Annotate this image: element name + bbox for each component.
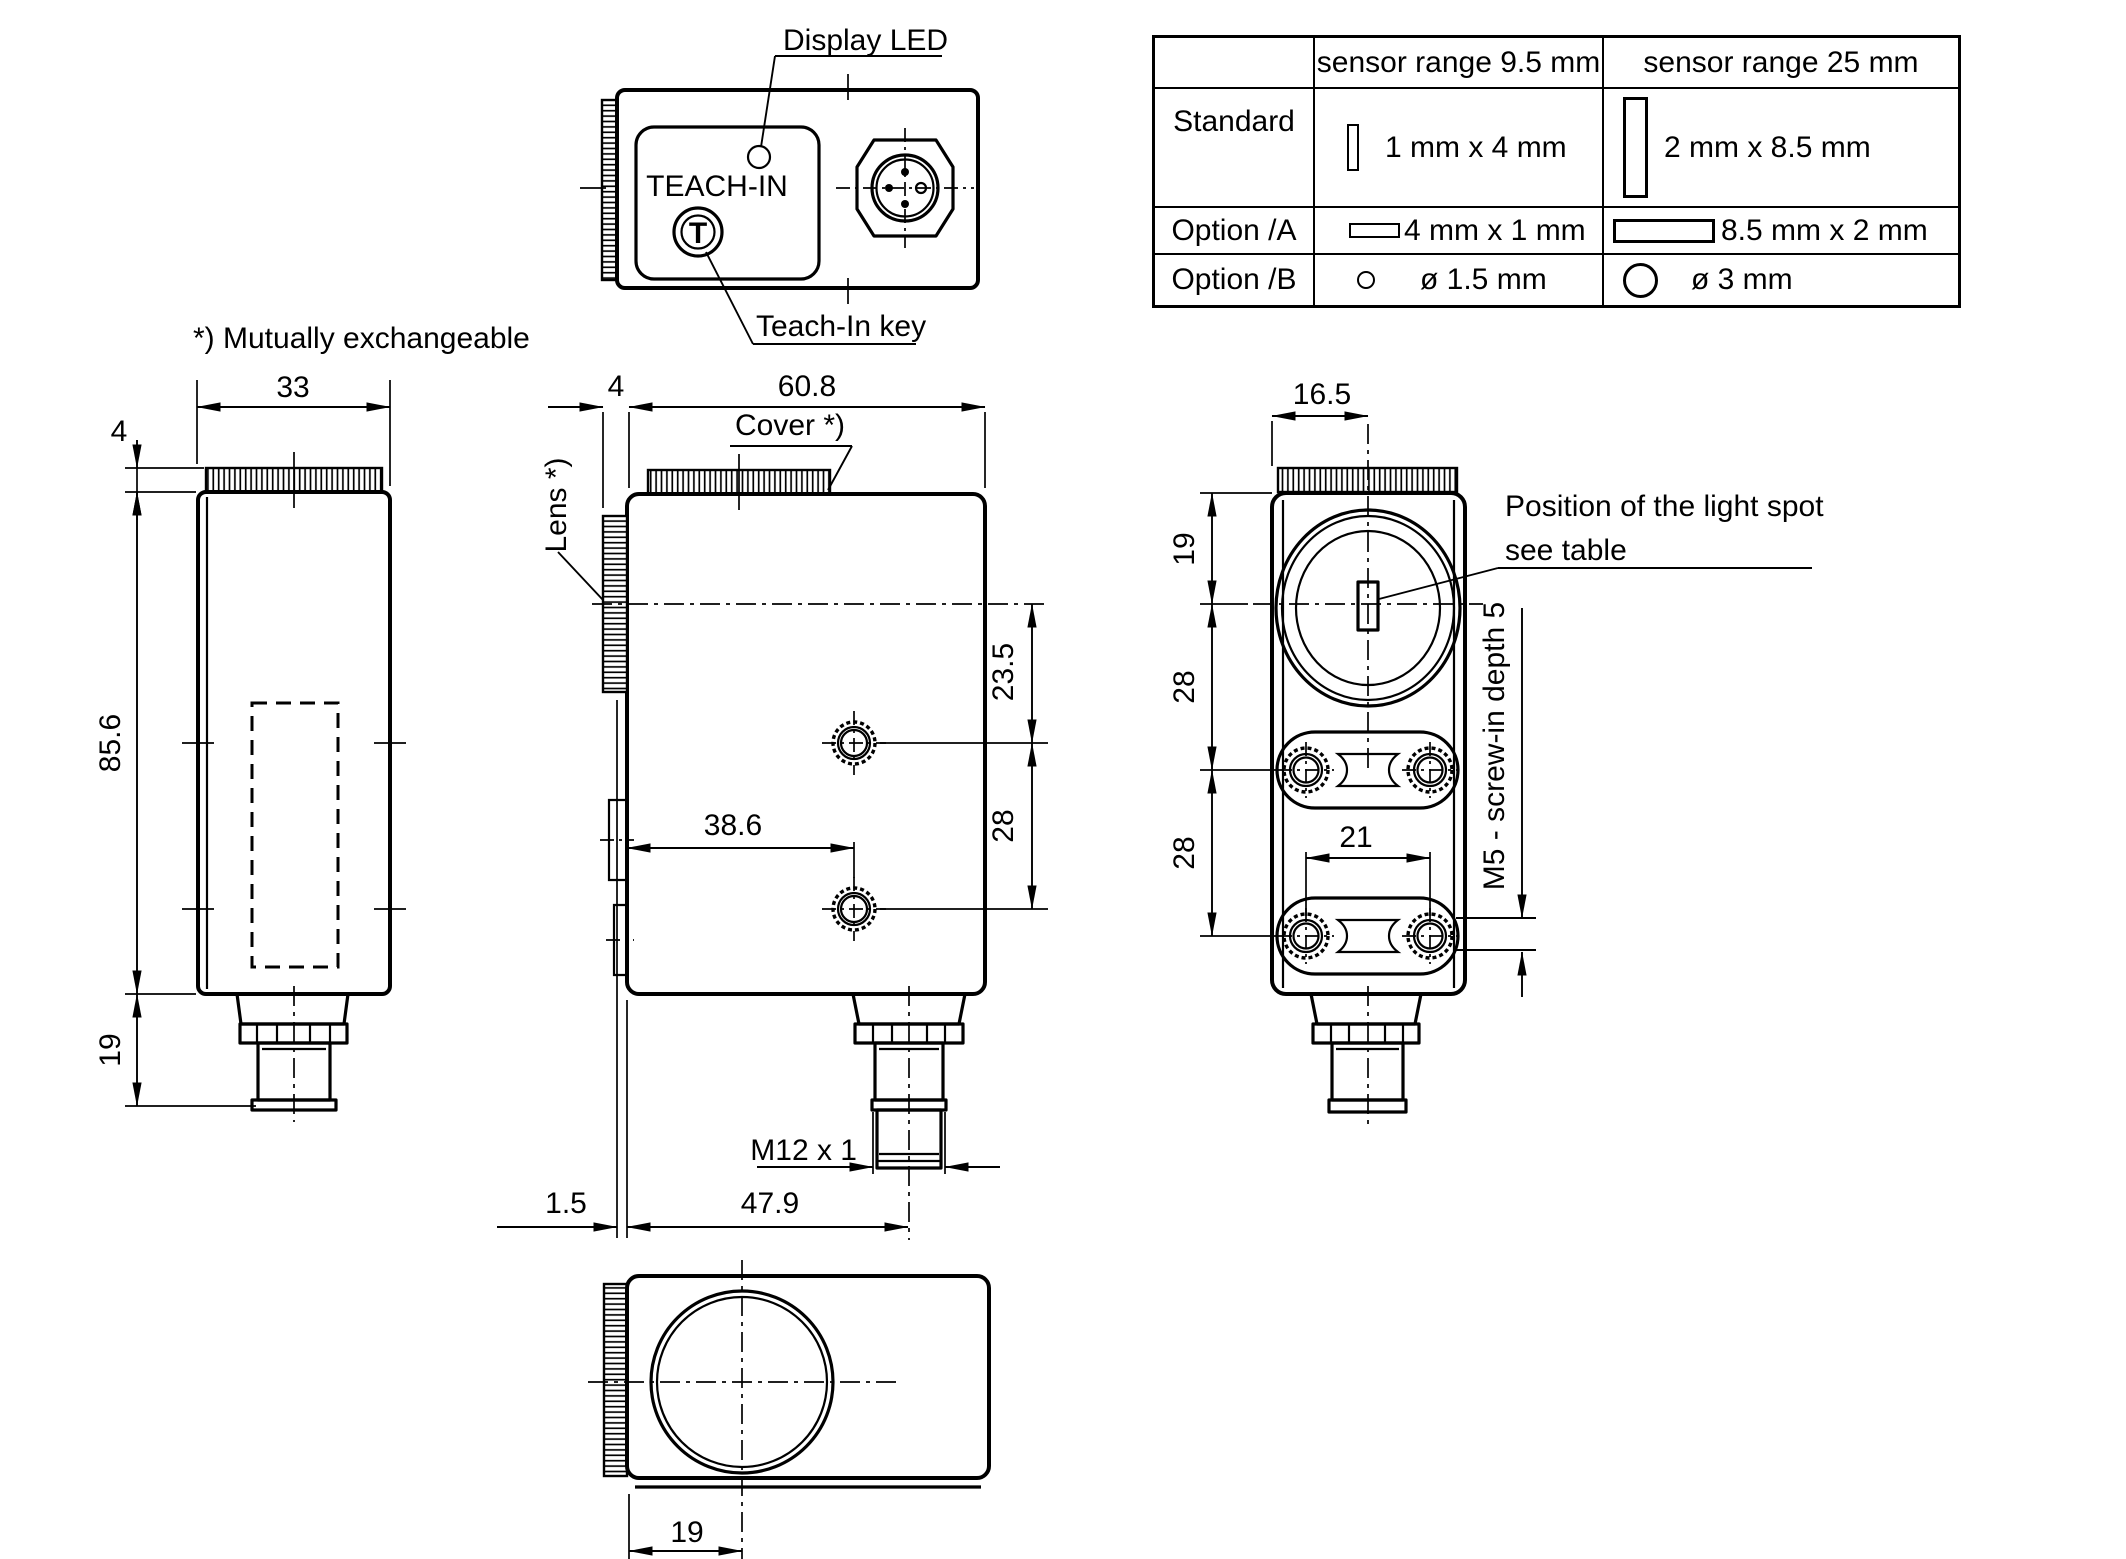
display-led-label: Display LED bbox=[783, 24, 949, 57]
light-spot-label-line1: Position of the light spot bbox=[1505, 490, 1824, 523]
aperture-slot-horizontal-small-icon bbox=[1349, 223, 1400, 238]
cell-value: 8.5 mm x 2 mm bbox=[1721, 213, 1928, 247]
dim-side-28: 28 bbox=[987, 809, 1020, 843]
table-cell-option-a-25 bbox=[1604, 208, 1958, 255]
m12-connector-side bbox=[853, 986, 965, 1240]
table-row-label-standard bbox=[1155, 89, 1315, 208]
table-header-range-9-5 bbox=[1315, 38, 1604, 89]
table-cell-option-b-25 bbox=[1604, 255, 1958, 305]
rear-view bbox=[1168, 378, 1824, 1130]
dim-side-1-5: 1.5 bbox=[545, 1187, 587, 1220]
mutually-exchangeable-note: *) Mutually exchangeable bbox=[193, 322, 530, 355]
m5-threaded-hole bbox=[822, 711, 886, 775]
dim-rear-28b: 28 bbox=[1168, 836, 1201, 870]
table-row-label-option-b bbox=[1155, 255, 1315, 305]
teach-in-text: TEACH-IN bbox=[646, 170, 788, 203]
dim-bottom-19: 19 bbox=[670, 1516, 704, 1549]
lens-knurled-knob-top bbox=[602, 100, 617, 280]
m12-connector-front bbox=[237, 986, 348, 1122]
m12-connector-top bbox=[836, 128, 974, 248]
table-cell-standard-9-5 bbox=[1315, 89, 1604, 208]
row-label: Standard bbox=[1173, 105, 1295, 138]
teach-panel bbox=[636, 127, 819, 279]
display-led-indicator bbox=[748, 146, 770, 168]
table-cell-standard-25 bbox=[1604, 89, 1958, 208]
cell-value: 4 mm x 1 mm bbox=[1404, 213, 1586, 247]
dim-rear-19: 19 bbox=[1168, 532, 1201, 566]
lens-knurled-knob-bottom bbox=[604, 1284, 627, 1476]
mounting-slot-upper bbox=[1277, 732, 1458, 808]
dim-side-width: 60.8 bbox=[777, 370, 837, 403]
housing-front-outline bbox=[198, 492, 390, 994]
aperture-slot-horizontal-large-icon bbox=[1613, 219, 1715, 243]
light-spot-label-line2: see table bbox=[1505, 534, 1627, 567]
dim-front-cap: 4 bbox=[110, 415, 128, 448]
dim-front-connector: 19 bbox=[94, 1033, 127, 1067]
cell-value: ø 3 mm bbox=[1691, 263, 1793, 296]
table-cell-option-a-9-5 bbox=[1315, 208, 1604, 255]
dim-side-lens: 4 bbox=[607, 370, 625, 403]
label-window bbox=[252, 703, 338, 967]
table-header-range-25 bbox=[1604, 38, 1958, 89]
cover-label: Cover *) bbox=[734, 409, 846, 442]
aperture-circle-large-icon bbox=[1623, 263, 1658, 298]
housing-side-outline bbox=[627, 494, 985, 994]
aperture-slot-vertical-small-icon bbox=[1347, 124, 1359, 171]
row-label: Option /B bbox=[1171, 263, 1297, 296]
bottom-view bbox=[588, 1260, 989, 1559]
header-label: sensor range 9.5 mm bbox=[1316, 45, 1601, 79]
dim-side-m12: M12 x 1 bbox=[750, 1134, 857, 1167]
table-corner-cell bbox=[1155, 38, 1315, 89]
light-spot-table bbox=[1152, 35, 1961, 308]
dim-front-width: 33 bbox=[276, 371, 310, 404]
top-view bbox=[580, 24, 978, 344]
dim-side-23-5: 23.5 bbox=[987, 642, 1020, 702]
header-label: sensor range 25 mm bbox=[1643, 45, 1919, 79]
dim-rear-16-5: 16.5 bbox=[1292, 378, 1352, 411]
teach-in-key-leader bbox=[706, 252, 753, 344]
cell-value: ø 1.5 mm bbox=[1420, 263, 1547, 296]
table-row-label-option-a bbox=[1155, 208, 1315, 255]
teach-key-symbol: T bbox=[688, 217, 708, 250]
m12-connector-rear bbox=[1311, 986, 1421, 1130]
side-view bbox=[497, 370, 1048, 1240]
lens-label: Lens *) bbox=[540, 457, 573, 553]
teach-in-key-label: Teach-In key bbox=[756, 310, 927, 343]
front-view bbox=[94, 322, 530, 1122]
dim-side-47-9: 47.9 bbox=[740, 1187, 800, 1220]
row-label: Option /A bbox=[1171, 213, 1297, 247]
display-led-leader bbox=[761, 56, 775, 147]
lens-leader bbox=[558, 552, 603, 600]
dim-rear-28a: 28 bbox=[1168, 670, 1201, 704]
cell-value: 2 mm x 8.5 mm bbox=[1664, 130, 1871, 164]
cover-leader bbox=[828, 446, 852, 490]
table-cell-option-b-9-5 bbox=[1315, 255, 1604, 305]
dim-rear-21: 21 bbox=[1339, 821, 1373, 854]
m5-threaded-hole bbox=[822, 877, 886, 941]
aperture-circle-small-icon bbox=[1357, 271, 1375, 289]
cell-value: 1 mm x 4 mm bbox=[1385, 130, 1567, 164]
dim-side-38-6: 38.6 bbox=[703, 809, 763, 842]
dim-front-height: 85.6 bbox=[94, 713, 127, 773]
m5-note-label: M5 - screw-in depth 5 bbox=[1478, 601, 1511, 891]
aperture-slot-vertical-large-icon bbox=[1623, 97, 1648, 198]
